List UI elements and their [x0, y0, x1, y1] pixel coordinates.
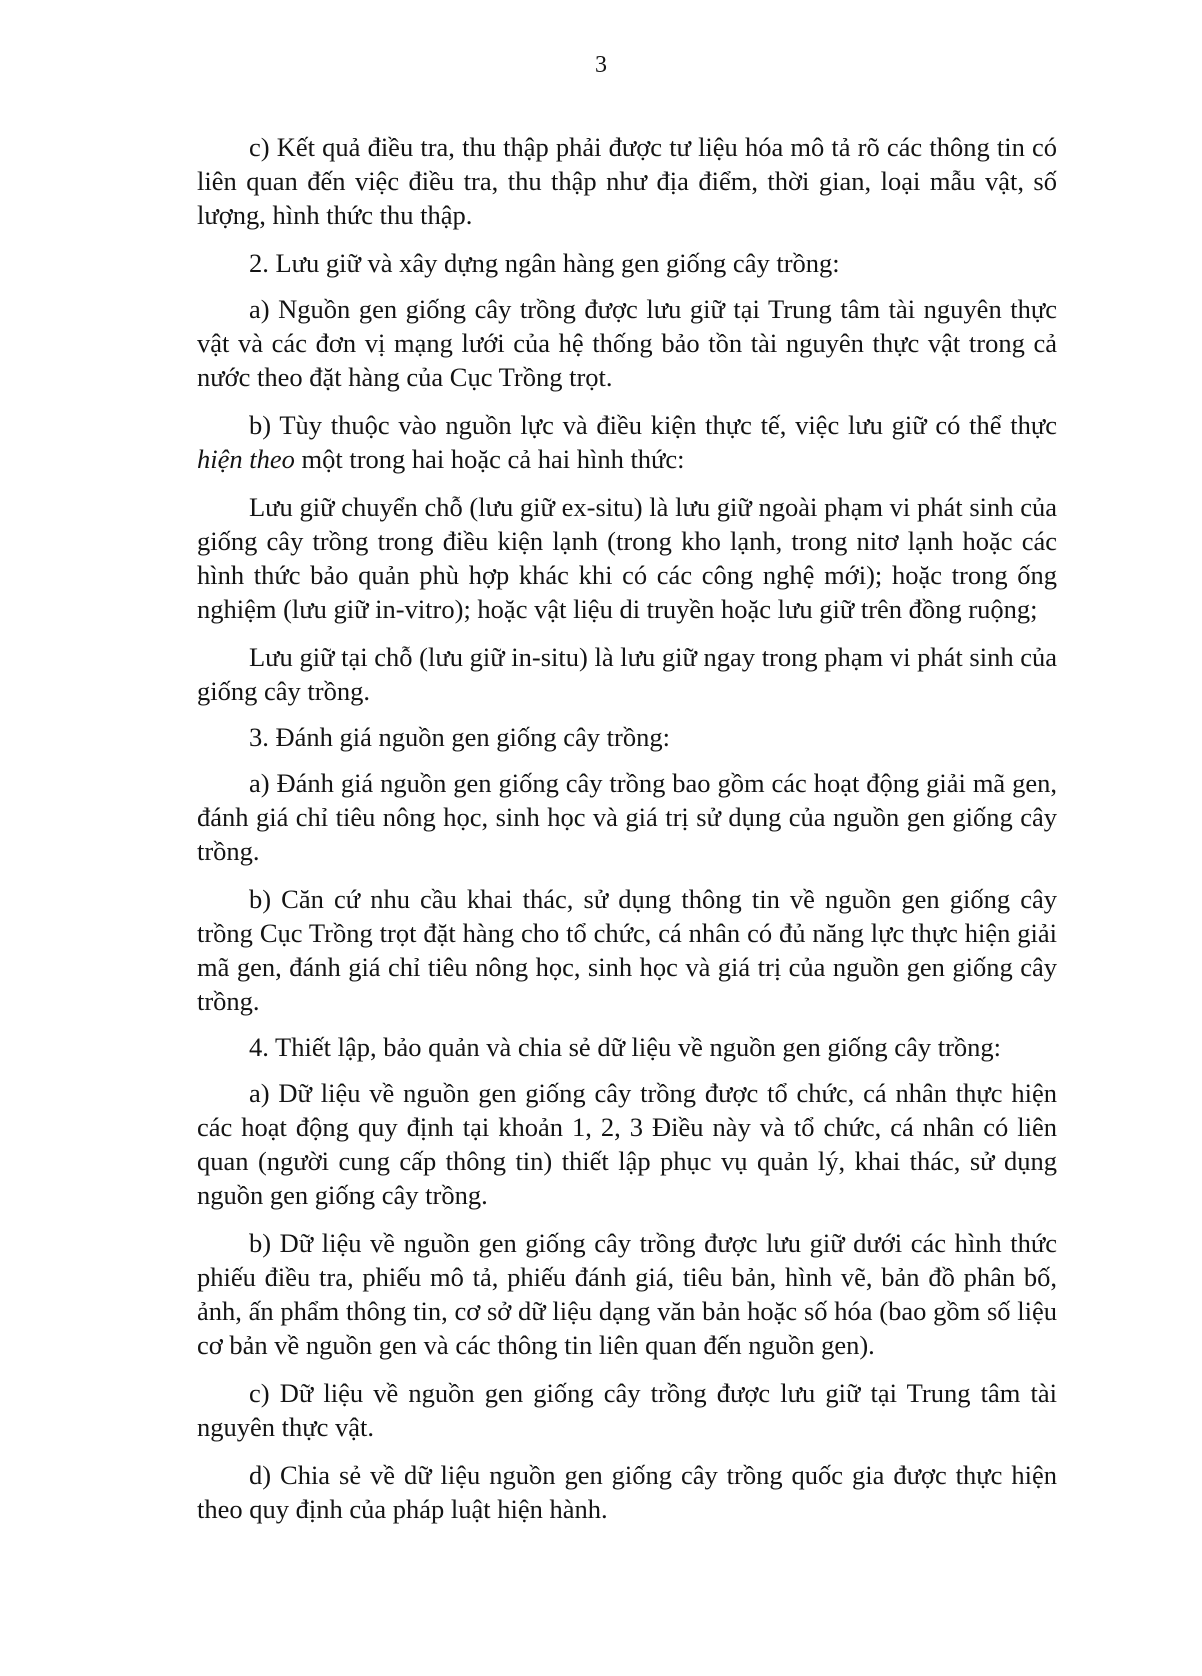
paragraph-2b-ex-situ: Lưu giữ chuyển chỗ (lưu giữ ex-situ) là lưu giữ ngoài phạm vi phát sinh của giống cây trồng trong điều kiện lạnh (trong kho lạnh, trong nitơ lạnh hoặc các hình thức bảo quản phù hợp khác khi có các công nghệ mới); hoặc trong ống nghiệm (lưu giữ in-vitro); hoặc vật liệu di truyền hoặc lưu giữ trên đồng ruộng;	[197, 492, 1057, 624]
paragraph-4a: a) Dữ liệu về nguồn gen giống cây trồng được tổ chức, cá nhân thực hiện các hoạt động quy định tại khoản 1, 2, 3 Điều này và tổ chức, cá nhân có liên quan (người cung cấp thông tin) thiết lập phục vụ quản lý, khai thác, sử dụng nguồn gen giống cây trồng.	[197, 1078, 1057, 1210]
paragraph-2b-italic: hiện theo	[197, 444, 295, 474]
paragraph-3b: b) Căn cứ nhu cầu khai thác, sử dụng thông tin về nguồn gen giống cây trồng Cục Trồng trọt đặt hàng cho tổ chức, cá nhân có đủ năng lực thực hiện giải mã gen, đánh giá chỉ tiêu nông học, sinh học và giá trị của nguồn gen giống cây trồng.	[197, 884, 1057, 1016]
paragraph-3-heading: 3. Đánh giá nguồn gen giống cây trồng:	[249, 722, 670, 752]
paragraph-4-heading: 4. Thiết lập, bảo quản và chia sẻ dữ liệu về nguồn gen giống cây trồng:	[249, 1032, 1002, 1062]
paragraph-1c-survey-results: c) Kết quả điều tra, thu thập phải được tư liệu hóa mô tả rõ các thông tin có liên quan đến việc điều tra, thu thập như địa điểm, thời gian, loại mẫu vật, số lượng, hình thức thu thập.	[197, 132, 1057, 230]
paragraph-2b-in-situ: Lưu giữ tại chỗ (lưu giữ in-situ) là lưu giữ ngay trong phạm vi phát sinh của giống cây trồng.	[197, 642, 1057, 706]
paragraph-2b-after: một trong hai hoặc cả hai hình thức:	[294, 444, 685, 474]
paragraph-2b	[197, 408, 1057, 476]
paragraph-2a: a) Nguồn gen giống cây trồng được lưu giữ tại Trung tâm tài nguyên thực vật và các đơn vị mạng lưới của hệ thống bảo tồn tài nguyên thực vật trong cả nước theo đặt hàng của Cục Trồng trọt.	[197, 294, 1057, 392]
paragraph-4d: d) Chia sẻ về dữ liệu nguồn gen giống cây trồng quốc gia được thực hiện theo quy định của pháp luật hiện hành.	[197, 1460, 1057, 1524]
paragraph-2b-before: b) Tùy thuộc vào nguồn lực và điều kiện thực tế, việc lưu giữ có thể thực	[249, 410, 1057, 440]
paragraph-3a: a) Đánh giá nguồn gen giống cây trồng bao gồm các hoạt động giải mã gen, đánh giá chỉ tiêu nông học, sinh học và giá trị sử dụng của nguồn gen giống cây trồng.	[197, 768, 1057, 866]
paragraph-4b: b) Dữ liệu về nguồn gen giống cây trồng được lưu giữ dưới các hình thức phiếu điều tra, phiếu mô tả, phiếu đánh giá, tiêu bản, hình vẽ, bản đồ phân bố, ảnh, ấn phẩm thông tin, cơ sở dữ liệu dạng văn bản hoặc số hóa (bao gồm số liệu cơ bản về nguồn gen và các thông tin liên quan đến nguồn gen).	[197, 1228, 1057, 1360]
page-number: 3	[595, 52, 607, 78]
paragraph-4c: c) Dữ liệu về nguồn gen giống cây trồng được lưu giữ tại Trung tâm tài nguyên thực vật.	[197, 1378, 1057, 1442]
document-body	[197, 130, 1057, 1540]
paragraph-2-heading: 2. Lưu giữ và xây dựng ngân hàng gen giống cây trồng:	[249, 248, 840, 278]
